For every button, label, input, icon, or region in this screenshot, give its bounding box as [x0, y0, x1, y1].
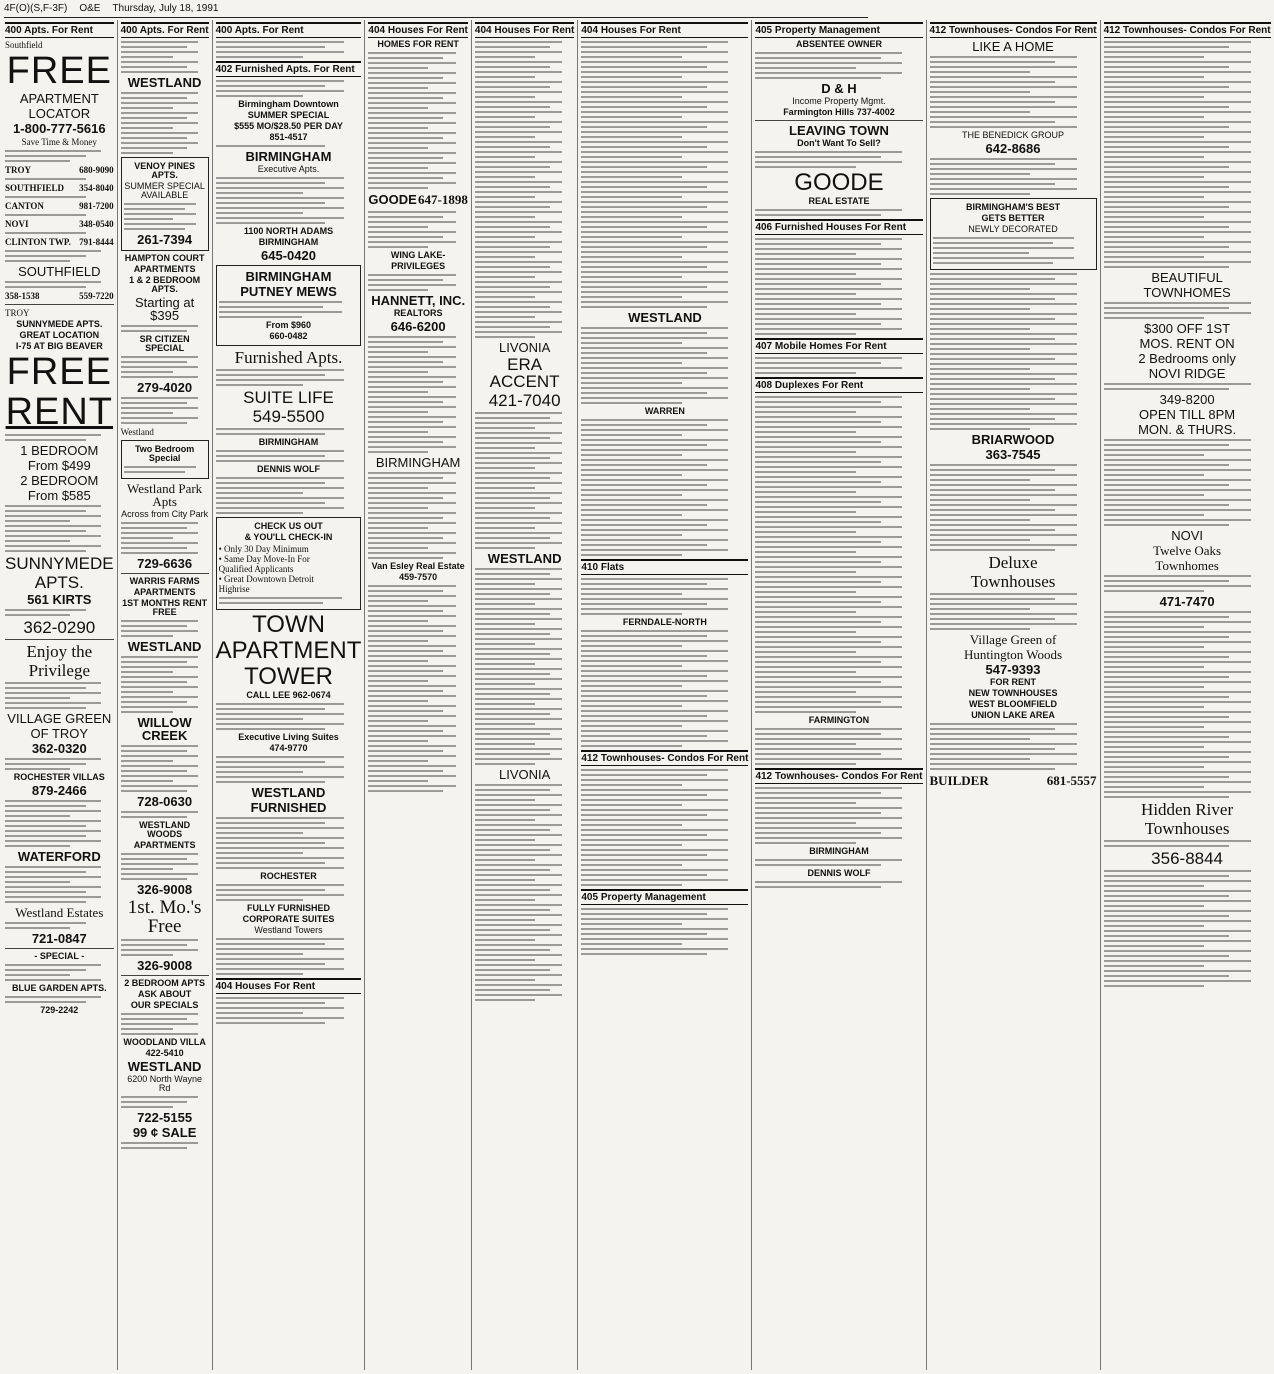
westland-label: Westland [120, 427, 154, 437]
bullet-4: • Great Downtown Detroit [218, 574, 314, 584]
rochester-villas: ROCHESTER VILLAS [13, 772, 105, 782]
westland-heading-4: WESTLAND [127, 1059, 202, 1074]
furnished-apts: Furnished Apts. [234, 348, 343, 367]
gets-better: GETS BETTER [981, 213, 1045, 223]
wayne-address: 6200 North Wayne Rd [127, 1074, 202, 1093]
dennis-wolf-7: DENNIS WOLF [807, 868, 871, 878]
section-header: 404 Houses For Rent [368, 22, 467, 38]
check-us-out: CHECK US OUT [254, 521, 323, 531]
rochester-phone: 879-2466 [31, 783, 87, 798]
westland-6: WESTLAND [628, 310, 702, 325]
office-clinton: CLINTON TWP. 791-8444 [5, 237, 114, 247]
homes-for-rent: HOMES FOR RENT [377, 39, 459, 49]
deluxe-townhouses: Townhouses [970, 572, 1056, 591]
westland-woods: WESTLAND WOODS [139, 820, 191, 839]
enjoy-headline: Enjoy the [26, 642, 93, 661]
putney-mews: PUTNEY MEWS [240, 284, 337, 299]
farmington: FARMINGTON [808, 715, 870, 725]
village-green-phone-8: 547-9393 [985, 662, 1041, 677]
hannett-realtors: REALTORS [393, 308, 443, 318]
bullet-3: Qualified Applicants [218, 564, 294, 574]
westland-heading: WESTLAND [127, 75, 202, 90]
free-headline: FREE [6, 50, 112, 92]
sunnymede-phone: 362-0290 [23, 618, 96, 637]
section-header: 404 Houses For Rent [581, 22, 748, 38]
corporate-suites: CORPORATE SUITES [242, 914, 335, 924]
free-headline-2: FREE [6, 351, 112, 393]
bullet-5: Highrise [218, 584, 250, 594]
two-bedrooms-only: 2 Bedrooms only [1138, 351, 1236, 366]
union-lake-area: UNION LAKE AREA [971, 710, 1055, 720]
first-month-free: 1st. Mo.'s Free [127, 897, 202, 937]
huntington-woods: Huntington Woods [964, 647, 1063, 662]
hampton-bedrooms: 1 & 2 BEDROOM APTS. [129, 275, 201, 294]
two-bedroom: 2 BEDROOM [20, 473, 99, 488]
column-2 [118, 20, 213, 1370]
era-accent: ERA ACCENT [489, 355, 560, 391]
rent-headline: RENT [5, 391, 114, 433]
ferndale-north: FERNDALE-NORTH [622, 617, 707, 627]
section-header: 400 Apts. For Rent [121, 22, 209, 38]
across-city-park: Across from City Park [121, 509, 209, 519]
column-5 [472, 20, 578, 1370]
village-green: VILLAGE GREEN [7, 711, 112, 726]
column-7 [752, 20, 926, 1370]
van-esley-phone: 459-7570 [399, 572, 438, 582]
westland-5: WESTLAND [487, 551, 562, 566]
warren: WARREN [644, 406, 685, 416]
privilege-headline: Privilege [28, 661, 90, 680]
southfield-phones: 358-1538 559-7220 [5, 291, 114, 301]
novi-9: NOVI [1171, 528, 1203, 543]
birmingham-7: BIRMINGHAM [809, 846, 869, 856]
executive-living: Executive Living Suites [238, 732, 339, 742]
tower-headline: TOWER [244, 663, 333, 690]
hampton-apartments: APARTMENTS [133, 264, 196, 274]
section-header: 404 Houses For Rent [475, 22, 574, 38]
call-lee: CALL LEE 962-0674 [246, 690, 331, 700]
like-a-home: LIKE A HOME [972, 39, 1054, 54]
blue-garden: BLUE GARDEN APTS. [11, 983, 107, 993]
venoy-phone: 261-7394 [137, 232, 193, 247]
wing-lake: WING LAKE- [390, 250, 446, 260]
benedick-group: THE BENEDICK GROUP [962, 130, 1065, 140]
dont-want-sell: Don't Want To Sell? [797, 138, 881, 148]
novi-ridge-phone: 349-8200 [1159, 392, 1215, 407]
executive-living-phone: 474-9770 [269, 743, 308, 753]
hidden-river-townhouses: Townhouses [1144, 819, 1230, 838]
goode-logo: GOODE [794, 169, 884, 196]
north-adams-phone: 645-0420 [261, 248, 316, 263]
era-phone: 421-7040 [488, 391, 561, 410]
westland-woods-apts: APARTMENTS [133, 840, 196, 850]
birmingham-exec: BIRMINGHAM [245, 149, 332, 164]
westland-estates-phone: 721-0847 [31, 931, 87, 946]
two-bedroom-special: Two Bedroom Special [134, 444, 195, 463]
apartment-headline: APARTMENT [215, 637, 362, 664]
issue-date: Thursday, July 18, 1991 [112, 3, 219, 14]
open-till-8pm: OPEN TILL 8PM [1139, 407, 1236, 422]
absentee-owner: ABSENTEE OWNER [795, 39, 882, 49]
sunnymede-heading: SUNNYMEDE [5, 554, 114, 573]
ninety-nine-sale: 99 ¢ SALE [132, 1125, 197, 1140]
section-header-furnished: 402 Furnished Apts. For Rent [216, 61, 362, 77]
bullet-1: • Only 30 Day Minimum [218, 544, 309, 554]
west-bloomfield: WEST BLOOMFIELD [969, 699, 1058, 709]
village-green-phone: 362-0320 [31, 741, 87, 756]
waterford: WATERFORD [17, 849, 101, 864]
livonia-2: LIVONIA [498, 767, 551, 782]
benedick-phone: 642-8686 [985, 141, 1041, 156]
putney-price: From $960 [265, 320, 312, 330]
hidden-river-phone: 356-8844 [1151, 849, 1224, 868]
one-bedroom: 1 BEDROOM [20, 443, 99, 458]
sr-citizen: SR CITIZEN SPECIAL [139, 334, 190, 353]
birmingham-5: BIRMINGHAM [258, 437, 319, 447]
goode-real-estate: REAL ESTATE [808, 196, 870, 206]
i75-location: I-75 AT BIG BEAVER [15, 341, 103, 351]
per-day-rate: $555 MO/$28.50 PER DAY [234, 121, 343, 131]
novi-phone: 471-7470 [1159, 594, 1215, 609]
off-300: $300 OFF 1ST [1144, 321, 1231, 336]
dennis-wolf: DENNIS WOLF [257, 464, 320, 474]
of-troy: OF TROY [30, 726, 89, 741]
area-label: Southfield [5, 40, 43, 50]
tagline: Save Time & Money [21, 137, 97, 147]
westland-park-phone: 729-6636 [137, 556, 193, 571]
twelve-oaks-townhomes: Townhomes [1155, 558, 1219, 573]
fully-furnished: FULLY FURNISHED [247, 903, 331, 913]
locator-phone: 1-800-777-5616 [13, 121, 106, 136]
van-esley: Van Esley Real Estate [371, 561, 465, 571]
section-header-duplexes: 408 Duplexes For Rent [755, 377, 922, 393]
mos-rent-on: MOS. RENT ON [1139, 336, 1235, 351]
birminghams-best: BIRMINGHAM'S BEST [965, 202, 1061, 212]
beautiful: BEAUTIFUL [1151, 270, 1223, 285]
hampton-starting: Starting at $395 [134, 295, 195, 323]
summer-special: SUMMER SPECIAL AVAILABLE [124, 181, 205, 200]
blue-garden-phone: 729-2242 [40, 1005, 79, 1015]
sunnymede-address: 561 KIRTS [27, 592, 92, 607]
paper-name: O&E [79, 3, 101, 14]
warris-farms: WARRIS FARMS [129, 576, 200, 586]
hannett: HANNETT, INC. [371, 293, 466, 308]
new-townhouses: NEW TOWNHOUSES [968, 688, 1058, 698]
hannett-phone: 646-6200 [390, 319, 446, 334]
leaving-town: LEAVING TOWN [789, 123, 889, 138]
section-header-townhouses: 412 Townhouses- Condos For Rent [581, 750, 748, 766]
locator-label: LOCATOR [28, 106, 91, 121]
apartment-label: APARTMENT [19, 91, 99, 106]
hampton-court: HAMPTON COURT [124, 253, 205, 263]
deluxe: Deluxe [988, 553, 1038, 572]
livonia: LIVONIA [498, 340, 551, 355]
section-header-flats: 410 Flats [581, 559, 748, 575]
furnished-3: FURNISHED [250, 800, 327, 815]
summer-special-3: SUMMER SPECIAL [247, 110, 330, 120]
dh-subtitle: Income Property Mgmt. [792, 96, 886, 106]
bullet-2: • Same Day Move-In For [218, 554, 310, 564]
running-head [4, 3, 868, 18]
price-585: From $585 [27, 488, 91, 503]
builder-ad: BUILDER 681-5557 [929, 773, 1097, 788]
townhomes-9: TOWNHOMES [1143, 285, 1231, 300]
hampton-phone: 279-4020 [137, 380, 193, 395]
westland-3: WESTLAND [251, 785, 326, 800]
dh-phone: Farmington Hills 737-4002 [783, 107, 895, 117]
price-499: From $499 [27, 458, 91, 473]
westland-phone-4: 722-5155 [137, 1110, 193, 1125]
check-in: & YOU'LL CHECK-IN [244, 532, 333, 542]
westland-towers: Westland Towers [254, 925, 323, 935]
rochester-3: ROCHESTER [260, 871, 317, 881]
westland-heading-3: WESTLAND [127, 639, 202, 654]
birmingham-na: BIRMINGHAM [258, 237, 319, 247]
wg-phone-repeat: 326-9008 [137, 958, 193, 973]
mon-thurs: MON. & THURS. [1138, 422, 1237, 437]
office-troy: TROY 680-9090 [5, 165, 114, 175]
woodland-villa: WOODLAND VILLA [123, 1037, 206, 1047]
putney-phone: 660-0482 [269, 331, 308, 341]
town-headline: TOWN [252, 611, 325, 638]
dh-logo: D & H [821, 81, 857, 96]
column-6 [578, 20, 752, 1370]
westland-park: Westland Park Apts [127, 481, 203, 509]
village-green-huntington: Village Green of [969, 632, 1057, 647]
section-header-townhouses-7: 412 Townhouses- Condos For Rent [755, 768, 922, 784]
briarwood-phone: 363-7545 [985, 447, 1041, 462]
column-4 [365, 20, 471, 1370]
newly-decorated: NEWLY DECORATED [968, 224, 1058, 234]
westland-woods-phone: 326-9008 [137, 882, 193, 897]
section-header-houses: 404 Houses For Rent [216, 978, 362, 994]
privileges: PRIVILEGES [391, 261, 446, 271]
birmingham-downtown-phone: 851-4517 [269, 132, 308, 142]
executive-apts: Executive Apts. [257, 164, 320, 174]
birmingham-downtown: Birmingham Downtown [238, 99, 339, 109]
our-specials: OUR SPECIALS [130, 1000, 199, 1010]
woodland-phone: 422-5410 [145, 1048, 184, 1058]
area-troy: TROY [5, 308, 30, 318]
venoy-pines: VENOY PINES APTS. [134, 161, 196, 180]
willow-phone: 728-0630 [137, 794, 193, 809]
sunnymede-apts: APTS. [34, 573, 84, 592]
willow-creek: WILLOW CREEK [137, 715, 192, 743]
warris-free: 1ST MONTHS RENT FREE [122, 598, 208, 617]
hidden-river: Hidden River [1141, 800, 1234, 819]
section-header: 412 Townhouses- Condos For Rent [930, 22, 1097, 38]
suite-life: SUITE LIFE [243, 388, 334, 407]
column-9 [1101, 20, 1274, 1370]
section-code: 4F(O)(S,F-3F) [4, 3, 68, 14]
great-location: GREAT LOCATION [19, 330, 100, 340]
office-canton: CANTON 981-7200 [5, 201, 114, 211]
goode-ad: GOODE 647-1898 [368, 192, 468, 207]
north-adams: 1100 NORTH ADAMS [243, 226, 334, 236]
birmingham-4: BIRMINGHAM [375, 455, 461, 470]
novi-ridge: NOVI RIDGE [1148, 366, 1226, 381]
section-header: 400 Apts. For Rent [216, 22, 362, 38]
for-rent-8: FOR RENT [990, 677, 1037, 687]
warris-apartments: APARTMENTS [133, 587, 196, 597]
section-header-property: 405 Property Management [581, 889, 748, 905]
office-novi: NOVI 348-0540 [5, 219, 114, 229]
twelve-oaks: Twelve Oaks [1153, 543, 1222, 558]
office-southfield: SOUTHFIELD 354-8040 [5, 183, 114, 193]
birmingham-putney: BIRMINGHAM [245, 269, 332, 284]
ad-sunnymede: SUNNYMEDE APTS. [16, 319, 103, 329]
two-bedroom-apts: 2 BEDROOM APTS [124, 978, 205, 988]
section-header: 412 Townhouses- Condos For Rent [1104, 22, 1271, 38]
briarwood: BRIARWOOD [971, 432, 1055, 447]
suite-life-phone: 549-5500 [252, 407, 325, 426]
column-8 [927, 20, 1101, 1370]
westland-estates: Westland Estates [15, 905, 104, 920]
column-1 [2, 20, 118, 1370]
section-header-mobile: 407 Mobile Homes For Rent [755, 338, 922, 354]
column-3 [213, 20, 366, 1370]
section-header: 400 Apts. For Rent [5, 22, 114, 38]
ask-about: ASK ABOUT [138, 989, 192, 999]
special-label: - SPECIAL - [34, 951, 85, 961]
section-header-furnished-houses: 406 Furnished Houses For Rent [755, 219, 922, 235]
section-header: 405 Property Management [755, 22, 922, 38]
ad-southfield: SOUTHFIELD [18, 264, 101, 279]
classified-columns [2, 20, 1271, 1370]
